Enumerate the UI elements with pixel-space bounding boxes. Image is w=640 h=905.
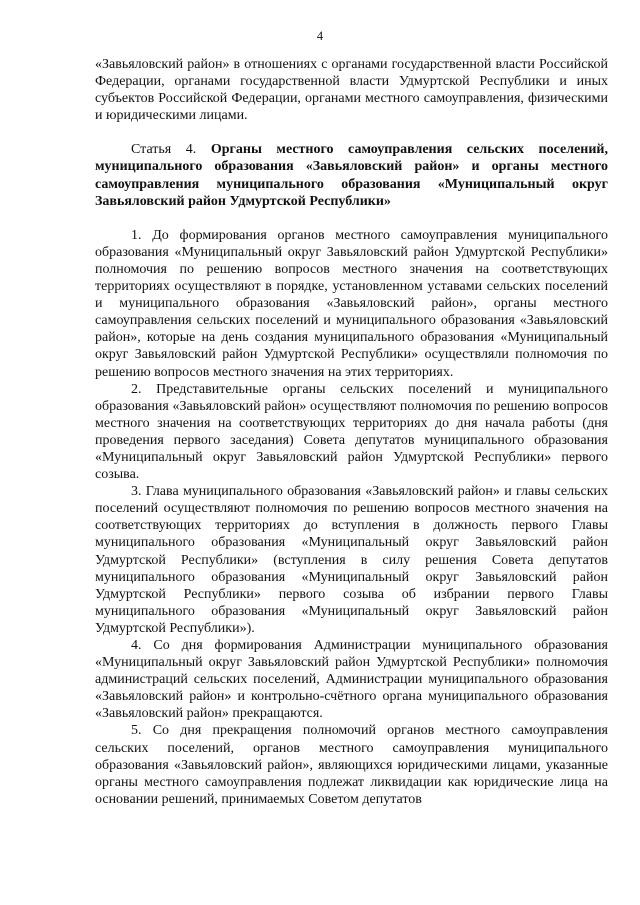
paragraph-4: 4. Со дня формирования Администрации муниципального образования «Муниципальный округ Завьяловский район Удмуртской Республики» полномочия администраций сельских поселений, Администрации муниципального образования «Завьяловский район» и контрольно-счётного органа муниципального образования «Завьяловский район» прекращаются. (95, 638, 608, 722)
document-body (95, 56, 608, 808)
paragraph-2: 2. Представительные органы сельских поселений и муниципального образования «Завьяловский район» осуществляют полномочия по решению вопросов местного значения на соответствующих территориях до дня начала работы (дня проведения первого заседания) Совета депутатов муниципального образования «Муниципальный округ Завьяловский район Удмуртской Республики» первого созыва. (95, 381, 608, 483)
paragraph-3: 3. Глава муниципального образования «Завьяловский район» и главы сельских поселений осуществляют полномочия по решению вопросов местного значения на соответствующих территориях до вступления в должность первого Главы муниципального образования «Муниципальный округ Завьяловский район Удмуртской Республики» (вступления в силу решения Совета депутатов муниципального образования «Муниципальный округ Завьяловский район Удмуртской Республики» первого созыва об избрании первого Главы муниципального образования «Муниципальный округ Завьяловский район Удмуртской Республики»). (95, 484, 608, 636)
page-number: 4 (316, 29, 324, 43)
paragraph-5: 5. Со дня прекращения полномочий органов местного самоуправления сельских поселений, органов местного самоуправления муниципального образования «Завьяловский район», являющихся юридическими лицами, указанные органы местного самоуправления подлежат ликвидации как юридические лица на основании решений, принимаемых Советом депутатов (95, 723, 608, 807)
intro-paragraph: «Завьяловский район» в отношениях с органами государственной власти Российской Федерации, органами государственной власти Удмуртской Республики и иных субъектов Российской Федерации, органами местного самоуправления, физическими и юридическими лицами. (95, 57, 608, 124)
article-title: Органы местного самоуправления сельских поселений, муниципального образования «Завьяловский район» и органы местного самоуправления муниципального образования «Муниципальный округ Завьяловский район Удмуртской Республики» (95, 142, 608, 209)
article-heading (95, 141, 608, 209)
paragraph-1: 1. До формирования органов местного самоуправления муниципального образования «Муниципальный округ Завьяловский район Удмуртской Республики» полномочия по решению вопросов местного значения на соответствующих территориях осуществляют в порядке, установленном уставами сельских поселений и муниципального образования «Завьяловский район», органы местного самоуправления сельских поселений и муниципального образования «Завьяловский район», которые на день создания муниципального образования «Муниципальный округ Завьяловский район Удмуртской Республики» осуществляли полномочия по решению вопросов местного значения на этих территориях. (95, 227, 608, 380)
article-number: Статья 4. (131, 142, 211, 158)
